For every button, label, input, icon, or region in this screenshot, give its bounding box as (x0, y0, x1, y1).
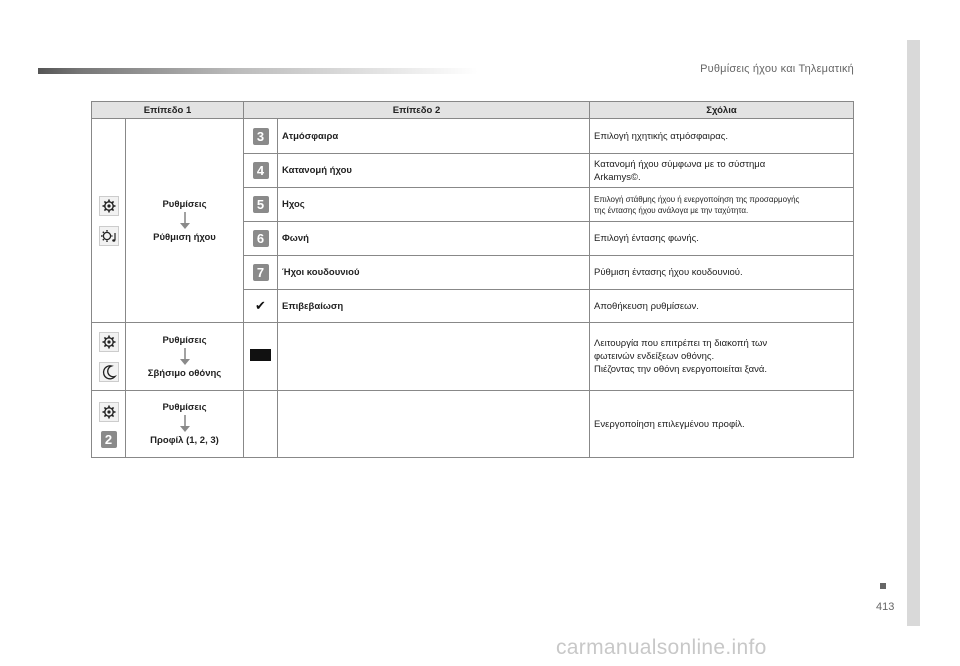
settings-gear-icon (99, 332, 119, 352)
comment-line: φωτεινών ενδείξεων οθόνης. (594, 351, 715, 362)
settings-gear-icon (99, 196, 119, 216)
level2-name: Ήχοι κουδουνιού (278, 256, 590, 290)
side-strip (907, 40, 920, 626)
down-arrow-icon (178, 348, 192, 366)
check-icon: ✔ (255, 298, 266, 313)
group2-icons (92, 323, 126, 391)
table-row (92, 323, 854, 391)
level2-name: Φωνή (278, 222, 590, 256)
step-badge: 4 (253, 162, 269, 179)
comment: Επιλογή έντασης φωνής. (590, 222, 854, 256)
page-header-title: Ρυθμίσεις ήχου και Τηλεματική (700, 63, 854, 75)
comment (590, 323, 854, 391)
group1-icons (92, 119, 126, 323)
level1-settings-label: Ρυθμίσεις (162, 402, 207, 413)
comment (590, 188, 854, 222)
screen-off-button-icon (250, 349, 271, 361)
moon-icon (99, 362, 119, 382)
down-arrow-icon (178, 212, 192, 230)
comment: Επιλογή ηχητικής ατμόσφαιρας. (590, 119, 854, 154)
comment-line: Επιλογή στάθμης ήχου ή ενεργοποίηση της προσαρμογής (594, 194, 800, 204)
group3-level1 (126, 391, 244, 458)
level2-name: Επιβεβαίωση (278, 290, 590, 323)
comment-line: της έντασης ήχου ανάλογα με την ταχύτητα. (594, 205, 749, 215)
down-arrow-icon (178, 415, 192, 433)
header-gradient-bar (38, 68, 478, 74)
comment: Αποθήκευση ρυθμίσεων. (590, 290, 854, 323)
level1-settings-label: Ρυθμίσεις (162, 198, 207, 210)
level2-name: Ηχος (278, 188, 590, 222)
comment-line: Πιέζοντας την οθόνη ενεργοποιείται ξανά. (594, 364, 767, 375)
step-badge: 6 (253, 230, 269, 247)
step-badge: 7 (253, 264, 269, 281)
sound-settings-icon (99, 226, 119, 246)
settings-gear-icon (99, 402, 119, 422)
col-header-level2: Επίπεδο 2 (244, 102, 590, 119)
group1-level1 (126, 119, 244, 323)
comment: Ρύθμιση έντασης ήχου κουδουνιού. (590, 256, 854, 290)
level2-empty (278, 323, 590, 391)
comment-line: Λειτουργία που επιτρέπει τη διακοπή των (594, 338, 768, 349)
level2-empty (278, 391, 590, 458)
group3-icons (92, 391, 126, 458)
level2-name: Κατανομή ήχου (278, 154, 590, 188)
page-marker (880, 583, 886, 589)
level1-screen-off-label: Σβήσιμο οθόνης (147, 367, 222, 379)
group2-level1 (126, 323, 244, 391)
comment (590, 154, 854, 188)
table-header-row (92, 102, 854, 119)
table-row (92, 119, 854, 154)
profile-badge: 2 (101, 431, 117, 448)
settings-table (91, 101, 854, 458)
table-row (92, 391, 854, 458)
level1-sound-label: Ρύθμιση ήχου (153, 231, 216, 243)
col-header-level1: Επίπεδο 1 (92, 102, 244, 119)
comment-line: Arkamys©. (594, 171, 641, 183)
level2-empty (244, 391, 278, 458)
watermark: carmanualsonline.info (556, 636, 767, 659)
page-number: 413 (876, 601, 895, 613)
step-badge: 5 (253, 196, 269, 213)
comment: Ενεργοποίηση επιλεγμένου προφίλ. (590, 391, 854, 458)
level1-profile-label: Προφίλ (1, 2, 3) (150, 435, 219, 446)
level1-settings-label: Ρυθμίσεις (162, 334, 207, 346)
col-header-comments: Σχόλια (590, 102, 854, 119)
step-badge: 3 (253, 128, 269, 145)
level2-name: Ατμόσφαιρα (278, 119, 590, 154)
comment-line: Κατανομή ήχου σύμφωνα με το σύστημα (594, 158, 766, 170)
